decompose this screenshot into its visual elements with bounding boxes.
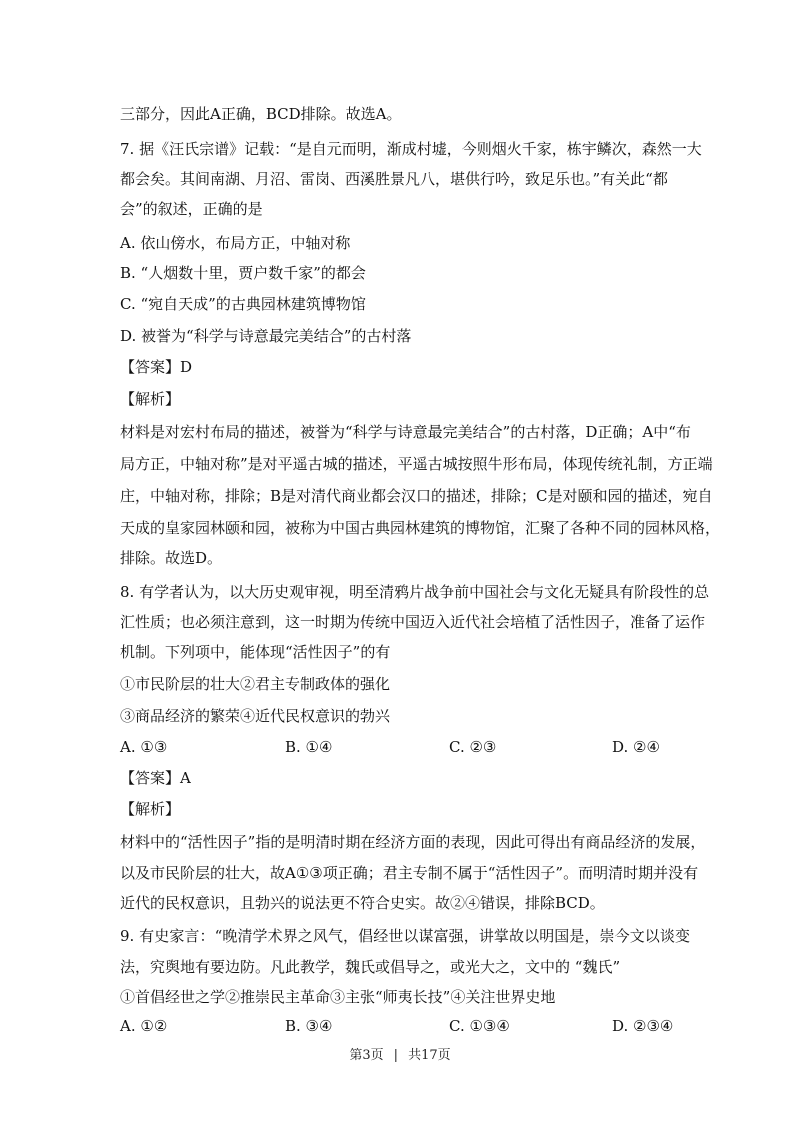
q7-stem-line: 会”的叙述，正确的是 bbox=[120, 200, 263, 218]
q7-analysis-line: 局方正，中轴对称”是对平遥古城的描述，平遥古城按照牛形布局，体现传统礼制，方正端 bbox=[120, 455, 713, 473]
q8-stem-line: 8. 有学者认为，以大历史观审视，明至清鸦片战争前中国社会与文化无疑具有阶段性的总 bbox=[120, 583, 710, 601]
q6-tail: 三部分，因此A正确，BCD排除。故选A。 bbox=[120, 105, 402, 123]
q8-analysis-line: 以及市民阶层的壮大，故A①③项正确；君主专制不属于“活性因子”。而明清时期并没有 bbox=[120, 864, 699, 882]
q8-stem-line: 汇性质；也必须注意到，这一时期为传统中国迈入近代社会培植了活性因子，准备了运作 bbox=[120, 613, 706, 631]
q7-analysis-label: 【解析】 bbox=[120, 390, 181, 408]
q7-analysis-line: 天成的皇家园林颐和园，被称为中国古典园林建筑的博物馆，汇聚了各种不同的园林风格， bbox=[120, 519, 721, 537]
q9-option-b: B. ③④ bbox=[285, 1017, 333, 1035]
q9-stem-line: 9. 有史家言：“晚清学术界之风气，倡经世以谋富强，讲掌故以明国是，崇今文以谈变 bbox=[120, 927, 690, 945]
q7-option-d: D. 被誉为“科学与诗意最完美结合”的古村落 bbox=[120, 327, 412, 345]
q7-answer: 【答案】D bbox=[120, 358, 193, 376]
q9-option-a: A. ①② bbox=[120, 1017, 168, 1035]
q7-option-c: C. “宛自天成”的古典园林建筑博物馆 bbox=[120, 295, 366, 313]
q9-item-line: ①首倡经世之学②推崇民主革命③主张“师夷长技”④关注世界史地 bbox=[120, 988, 556, 1006]
q7-option-a: A. 依山傍水，布局方正，中轴对称 bbox=[120, 234, 351, 252]
q7-analysis-line: 庄，中轴对称，排除；B是对清代商业都会汉口的描述，排除；C是对颐和园的描述，宛自 bbox=[120, 487, 713, 505]
page-total: 共17页 bbox=[408, 1048, 451, 1063]
q7-option-b: B. “人烟数十里，贾户数千家”的都会 bbox=[120, 264, 366, 282]
q8-stem-line: 机制。下列项中，能体现“活性因子”的有 bbox=[120, 643, 391, 661]
q8-option-c: C. ②③ bbox=[449, 738, 497, 756]
q7-analysis-line: 材料是对宏村布局的描述，被誉为“科学与诗意最完美结合”的古村落，D正确；A中“布 bbox=[120, 423, 691, 441]
q8-item-line: ③商品经济的繁荣④近代民权意识的勃兴 bbox=[120, 707, 391, 725]
q8-option-d: D. ②④ bbox=[612, 738, 660, 756]
q7-stem-line: 7. 据《汪氏宗谱》记载：“是自元而明，渐成村墟，今则烟火千家，栋宇鳞次，森然一大 bbox=[120, 140, 702, 158]
q8-answer: 【答案】A bbox=[120, 769, 191, 787]
q8-item-line: ①市民阶层的壮大②君主专制政体的强化 bbox=[120, 675, 391, 693]
q9-option-d: D. ②③④ bbox=[612, 1017, 674, 1035]
page-number: 第3页 bbox=[349, 1048, 384, 1063]
page-footer bbox=[0, 1047, 800, 1065]
q9-stem-line: 法，究舆地有要边防。凡此教学，魏氏或倡导之，或光大之，文中的 “魏氏” bbox=[120, 958, 621, 976]
q8-option-b: B. ①④ bbox=[285, 738, 333, 756]
q8-analysis-label: 【解析】 bbox=[120, 800, 181, 818]
q7-stem-line: 都会矣。其间南湖、月沼、雷岗、西溪胜景凡八，堪供行吟，致足乐也。”有关此“都 bbox=[120, 170, 668, 188]
q8-analysis-line: 材料中的“活性因子”指的是明清时期在经济方面的表现，因此可得出有商品经济的发展， bbox=[120, 833, 706, 851]
footer-separator: | bbox=[393, 1048, 399, 1063]
q8-analysis-line: 近代的民权意识，且勃兴的说法更不符合史实。故②④错误，排除BCD。 bbox=[120, 894, 605, 912]
q7-analysis-line: 排除。故选D。 bbox=[120, 549, 223, 567]
q9-option-c: C. ①③④ bbox=[449, 1017, 510, 1035]
q8-option-a: A. ①③ bbox=[120, 738, 168, 756]
